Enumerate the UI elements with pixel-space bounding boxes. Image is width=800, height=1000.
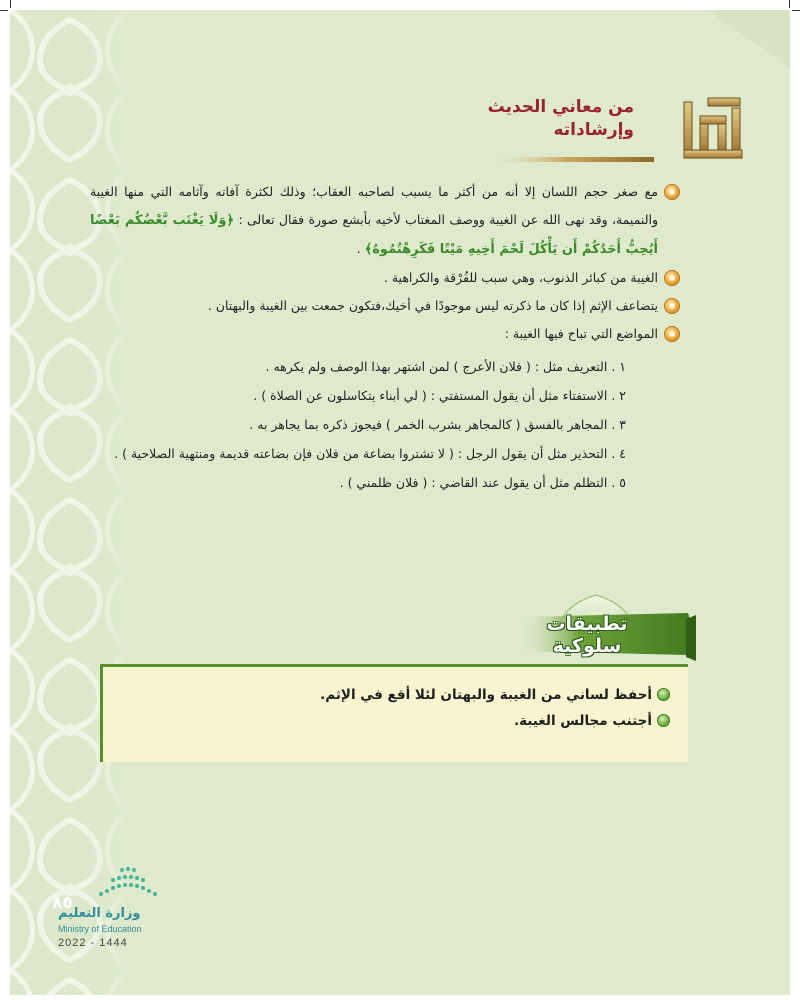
list-item (90, 468, 680, 497)
paragraph-slander (90, 292, 680, 320)
item-text: التعريف مثل : ( فلان الأعرج ) لمن اشتهر بهذا الوصف ولم يكرهه . (265, 359, 608, 374)
section-title (484, 96, 634, 168)
crop-mark (792, 10, 800, 11)
applications-title: تطبيقات سلوكية (546, 613, 628, 657)
page-number: ٨٥ (52, 893, 73, 913)
list-item (90, 439, 680, 468)
exceptions-list (90, 352, 680, 497)
item-number: ٣ . (611, 417, 626, 432)
orange-bullet-icon (664, 270, 680, 286)
list-item (90, 410, 680, 439)
corner-decoration (710, 10, 790, 70)
orange-bullet-icon (664, 326, 680, 342)
quran-verse: ﴿وَلَا يَغْتَب بَّعْضُكُم بَعْضًا أَيُحِبُّ أَحَدُكُمْ أَن يَأْكُلَ لَحْمَ أَخِيهِ مَيْتًا فَكَرِهْتُمُوهُ﴾ (90, 213, 658, 257)
section-title-line2: وإرشاداته (553, 120, 634, 140)
arabesque-pattern (10, 10, 130, 995)
paragraph-text: الغيبة من كبائر الذنوب، وهي سبب للفُرْقة والكراهية . (383, 270, 658, 285)
item-text: المجاهر بالفسق ( كالمجاهر بشرب الخمر ) فيجوز ذكره بما يجاهر به . (249, 417, 608, 432)
paragraph-text: مع صغر حجم اللسان إلا أنه من أكثر ما يسبب لصاحبه العقاب؛ وذلك لكثرة آفاته وآثامه التي منها الغيبة والنميمة، وقد نهى الله عن الغيبة ووصف المغتاب لأخيه بأبشع صورة فقال تعالى : (90, 184, 659, 227)
crop-mark (789, 0, 790, 8)
green-bullet-icon (657, 688, 670, 701)
paragraph-text: يتضاعف الإثم إذا كان ما ذكرته ليس موجودًا في أخيك،فتكون جمعت بين الغيبة والبهتان . (207, 298, 658, 313)
paragraph-tongue (90, 178, 680, 264)
ministry-name-en: Ministry of Education (58, 924, 142, 934)
paragraph-major-sin (90, 264, 680, 292)
lesson-content (90, 178, 680, 497)
green-bullet-icon (657, 714, 670, 727)
application-text: أجتنب مجالس الغيبة. (513, 713, 652, 729)
ministry-name-ar: وزارة التعليم (58, 906, 141, 921)
calligraphy-logo (680, 94, 746, 164)
applications-list (110, 682, 670, 734)
list-item (110, 708, 670, 734)
item-text: التظلم مثل أن يقول عند القاضي : ( فلان ظلمني ) . (339, 475, 608, 490)
orange-bullet-icon (664, 298, 680, 314)
paragraph-exceptions-heading (90, 320, 680, 348)
ministry-logo-icon (95, 866, 165, 902)
item-text: الاستفتاء مثل أن يقول المستفتي : ( لي أبناء يتكاسلون عن الصلاة ) . (253, 388, 608, 403)
list-item (110, 682, 670, 708)
item-number: ٢ . (611, 388, 626, 403)
list-item (90, 381, 680, 410)
crop-mark (0, 10, 8, 11)
item-number: ٤ . (611, 446, 626, 461)
list-item (90, 352, 680, 381)
edition-year: 2022 - 1444 (58, 937, 128, 949)
orange-bullet-icon (664, 184, 680, 200)
section-title-line1: من معاني الحديث (487, 97, 634, 117)
crop-mark (10, 0, 11, 8)
paragraph-tail: . (356, 241, 365, 256)
paragraph-text: المواضع التي تباح فيها الغيبة : (504, 326, 658, 341)
item-number: ١ . (611, 359, 626, 374)
textbook-page (10, 10, 790, 995)
item-text: التحذير مثل أن يقول الرجل : ( لا تشتروا بضاعة من فلان فإن بضاعته قديمة ومنتهية الصلاحية ) . (114, 446, 608, 461)
item-number: ٥ . (611, 475, 626, 490)
application-text: أحفظ لساني من الغيبة والبهتان لئلا أقع في الإثم. (320, 687, 652, 703)
